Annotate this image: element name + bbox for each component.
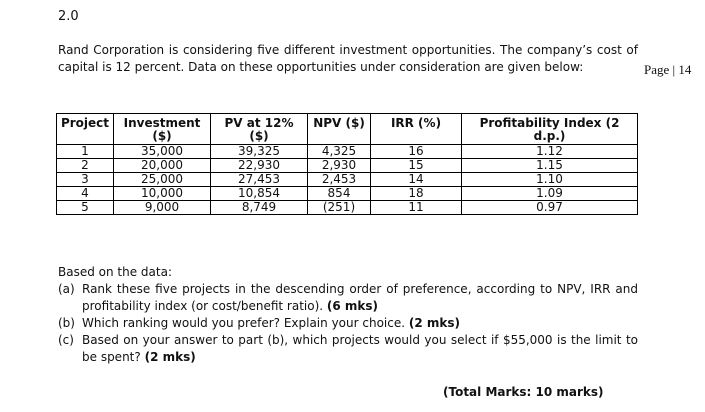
cell-pv: 8,749 — [211, 201, 308, 215]
page-number: Page | 14 — [644, 62, 692, 77]
cell-irr: 16 — [371, 145, 462, 159]
table-row — [57, 159, 638, 173]
cell-npv: 2,930 — [308, 159, 371, 173]
table-row — [57, 145, 638, 159]
questions-block — [58, 264, 638, 366]
question-c-text: Based on your answer to part (b), which projects would you select if $55,000 is the limit to be spent? — [82, 333, 638, 364]
header-npv: NPV ($) — [308, 114, 371, 145]
question-b — [58, 315, 638, 332]
cell-irr: 11 — [371, 201, 462, 215]
cell-investment: 35,000 — [114, 145, 211, 159]
cell-npv: 854 — [308, 187, 371, 201]
cell-pi: 1.10 — [462, 173, 638, 187]
cell-investment: 10,000 — [114, 187, 211, 201]
cell-project: 5 — [57, 201, 114, 215]
total-marks: (Total Marks: 10 marks) — [443, 385, 604, 399]
cell-project: 1 — [57, 145, 114, 159]
question-a-marks: (6 mks) — [326, 299, 379, 313]
question-a-text: Rank these five projects in the descending order of preference, according to NPV, IRR and profitability index (or cost/benefit ratio). — [82, 282, 638, 313]
cell-pi: 1.15 — [462, 159, 638, 173]
cell-pi: 1.12 — [462, 145, 638, 159]
question-c-label: (c) — [58, 333, 74, 347]
question-b-label: (b) — [58, 316, 75, 330]
cell-investment: 25,000 — [114, 173, 211, 187]
cell-pv: 27,453 — [211, 173, 308, 187]
cell-npv: 4,325 — [308, 145, 371, 159]
cell-investment: 9,000 — [114, 201, 211, 215]
question-b-marks: (2 mks) — [408, 316, 460, 330]
cell-irr: 15 — [371, 159, 462, 173]
questions-lead: Based on the data: — [58, 265, 172, 279]
cell-irr: 14 — [371, 173, 462, 187]
cell-project: 4 — [57, 187, 114, 201]
cell-pi: 0.97 — [462, 201, 638, 215]
table-row — [57, 201, 638, 215]
cell-project: 3 — [57, 173, 114, 187]
cell-project: 2 — [57, 159, 114, 173]
section-number: 2.0 — [58, 9, 79, 24]
cell-pv: 22,930 — [211, 159, 308, 173]
table-header-row — [57, 114, 638, 145]
table-row — [57, 173, 638, 187]
header-profitability-index: Profitability Index (2 d.p.) — [462, 114, 638, 145]
header-project: Project — [57, 114, 114, 145]
cell-pv: 39,325 — [211, 145, 308, 159]
intro-paragraph: Rand Corporation is considering five different investment opportunities. The company’s cost of capital is 12 percent. Data on these opportunities under consideration are given below: — [58, 43, 638, 74]
cell-investment: 20,000 — [114, 159, 211, 173]
question-a-label: (a) — [58, 282, 75, 296]
header-investment: Investment ($) — [114, 114, 211, 145]
question-b-text: Which ranking would you prefer? Explain your choice. — [82, 316, 406, 330]
cell-npv: 2,453 — [308, 173, 371, 187]
cell-npv: (251) — [308, 201, 371, 215]
question-a — [58, 281, 638, 315]
cell-irr: 18 — [371, 187, 462, 201]
table-row — [57, 187, 638, 201]
header-pv: PV at 12% ($) — [211, 114, 308, 145]
investment-table — [56, 113, 638, 215]
question-c — [58, 332, 638, 366]
header-irr: IRR (%) — [371, 114, 462, 145]
cell-pv: 10,854 — [211, 187, 308, 201]
cell-pi: 1.09 — [462, 187, 638, 201]
question-c-marks: (2 mks) — [144, 350, 196, 364]
